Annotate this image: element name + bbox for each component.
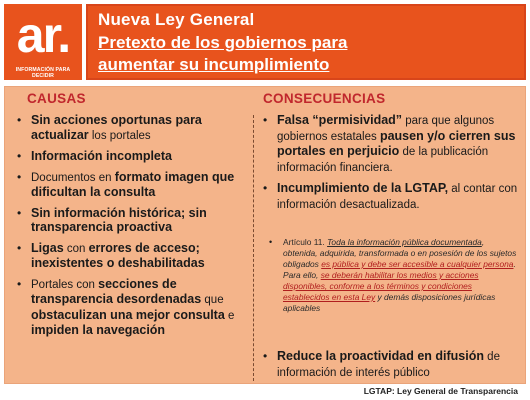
consecuencias-list [259, 113, 521, 218]
page-subtitle-line2: aumentar su incumplimiento [98, 55, 330, 74]
logo-tagline: INFORMACIÓN PARA DECIDIR [15, 67, 71, 79]
bullet-icon: • [17, 169, 22, 184]
consecuencias-heading: CONSECUENCIAS [263, 91, 386, 106]
page-subtitle-line1: Pretexto de los gobiernos para [98, 33, 348, 52]
consecuencias-list-continued [259, 349, 521, 386]
list-item: • Sin acciones oportunas para actualizar los portales [17, 113, 202, 142]
list-item: • Información incompleta [17, 149, 172, 163]
bullet-icon: • [17, 276, 22, 291]
bullet-icon: • [17, 240, 22, 255]
column-divider [253, 115, 254, 381]
page-title: Nueva Ley General [98, 10, 255, 29]
sub-bullet-icon: • [269, 237, 273, 247]
footer-note: LGTAP: Ley General de Transparencia [363, 386, 518, 396]
list-item: • Sin información histórica; sin transparencia proactiva [17, 205, 207, 234]
header [0, 0, 530, 84]
list-item: • Falsa “permisividad” para que algunos gobiernos estatales pausen y/o cierren sus portales en perjuicio de la publicación información financiera. [263, 113, 516, 174]
bullet-icon: • [17, 113, 22, 127]
logo-mark: ar. [16, 7, 70, 63]
causas-heading: CAUSAS [27, 91, 86, 106]
content-panel [4, 86, 526, 384]
logo [4, 4, 82, 80]
list-item: • Incumplimiento de la LGTAP, al contar con información desactualizada. [263, 181, 518, 211]
bullet-icon: • [263, 113, 268, 127]
bullet-icon: • [263, 349, 268, 363]
bullet-icon: • [17, 205, 22, 220]
bullet-icon: • [17, 149, 22, 163]
bullet-icon: • [263, 181, 268, 195]
list-item: • Portales con secciones de transparencia desordenadas que obstaculizan una mejor consulta e impiden la navegación [17, 276, 235, 337]
title-banner [86, 4, 526, 80]
list-item: • Reduce la proactividad en difusión de información de interés público [263, 349, 500, 379]
list-item: • Documentos en formato imagen que dificultan la consulta [17, 169, 235, 199]
causas-list [13, 113, 245, 344]
list-item: • Ligas con errores de acceso; inexistentes o deshabilitadas [17, 240, 205, 270]
article-quote: Artículo 11. Toda la información pública documentada, obtenida, adquirida, transformada o en posesión de los sujetos obligados es pública y debe ser accesible a cualquier persona. Para ello, se deberán habilitar los medios y acciones disponibles, conforme a los términos y condiciones establecidos en esta Ley y demás disposiciones jurídicas aplicables [283, 237, 517, 313]
